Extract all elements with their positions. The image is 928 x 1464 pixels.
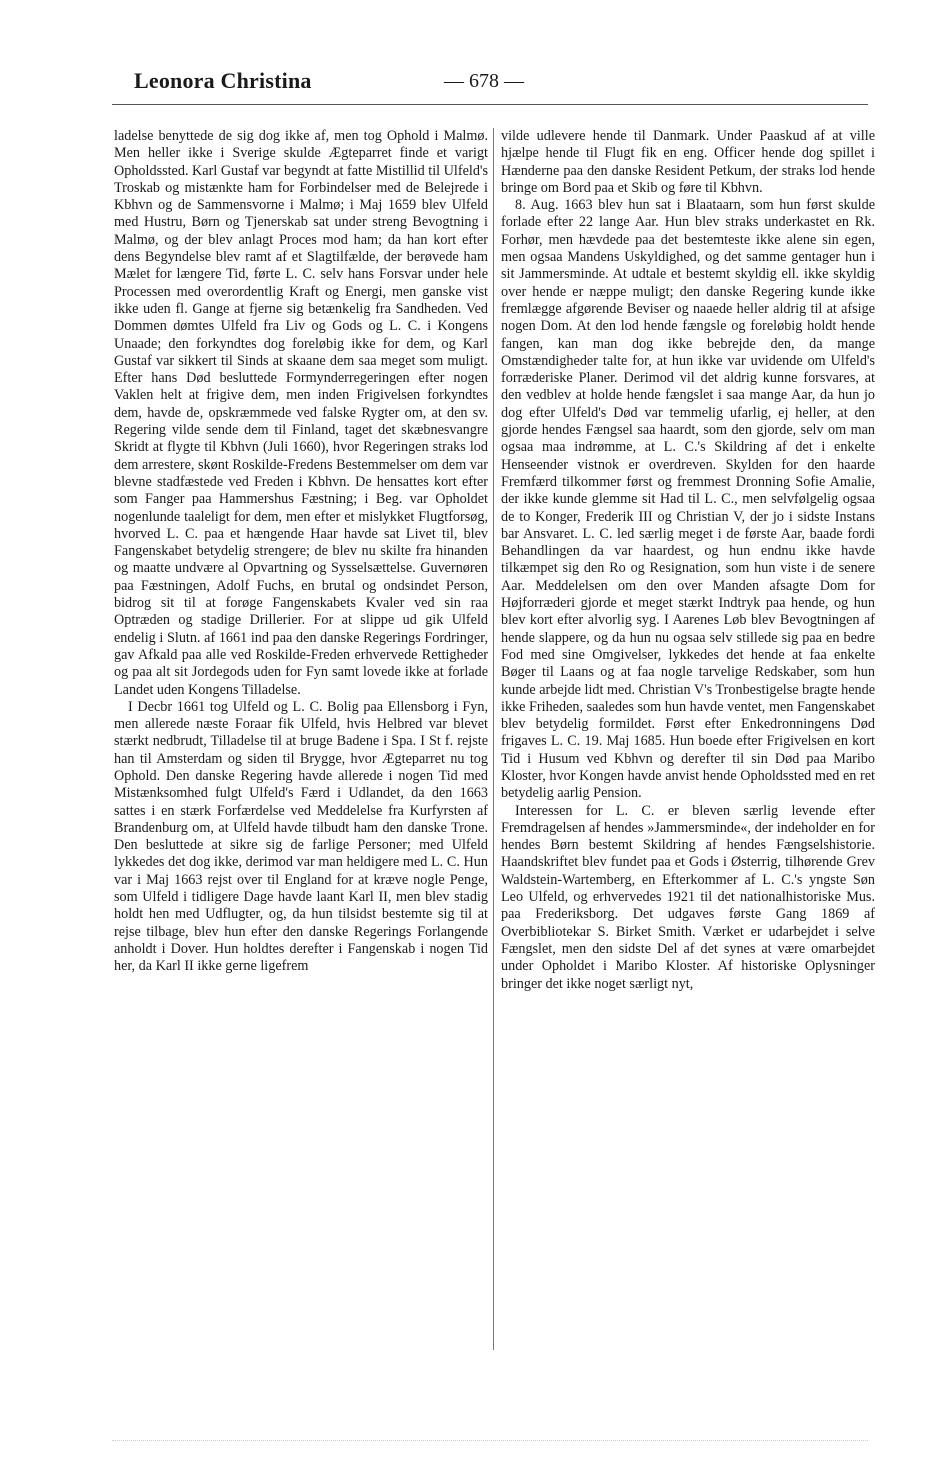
page-number: — 678 —	[444, 70, 524, 92]
running-title: Leonora Christina	[134, 68, 312, 93]
paragraph: Interessen for L. C. er bleven særlig levende efter Fremdragelsen af hendes »Jammersminde«, der indeholder en for hendes Børn bestemt Skildring af hendes Fængselshistorie. Haandskriftet blev fundet paa et Gods i Østerrig, tilhørende Grev Waldstein-Wartemberg, en Efterkommer af L. C.'s yngste Søn Leo Ulfeld, og erhvervedes 1921 til det nationalhistoriske Mus. paa Frederiksborg. Det udgaves første Gang 1869 af Overbibliotekar S. Birket Smith. Værket er udarbejdet i selve Fængslet, men den sidste Del af det synes at være omarbejdet under Opholdet i Maribo Kloster. Af historiske Oplysninger bringer det ikke noget særligt nyt,	[501, 802, 875, 992]
left-column	[114, 128, 488, 976]
paragraph: vilde udlevere hende til Danmark. Under Paaskud af at ville hjælpe hende til Flugt fik en eng. Officer hende dog spillet i Hænderne paa den danske Resident Petkum, der straks lod hende bringe om Bord paa et Skib og føre til Kbhvn.	[501, 128, 875, 196]
paragraph: 8. Aug. 1663 blev hun sat i Blaataarn, som hun først skulde forlade efter 22 lange Aar. Hun blev straks underkastet en Rk. Forhør, men hævdede paa det bestemteste ikke alene sin egen, men ogsaa Mandens Uskyldighed, og det samme gentager hun i sit Jammersminde. At udtale et bestemt skyldig ell. ikke skyldig over hende er næppe muligt; den danske Regering kunde ikke fremlægge afgørende Beviser og naaede heller aldrig til at afsige nogen Dom. At den lod hende fængsle og foreløbig holdt hende fangen, kan man dog ikke bebrejde den, da mange Omstændigheder talte for, at hun ikke var uvidende om Ulfeld's forræderiske Planer. Derimod vil det aldrig kunne forsvares, at den vedblev at holde hende fængslet i saa mange Aar, da hun jo dog efter Ulfeld's Død var temmelig ufarlig, ej heller, at den gjorde hendes Fængsel saa haardt, som den gjorde, selv om man ogsaa maa indrømme, at L. C.'s Skildring af det i enkelte Henseender vistnok er overdreven. Skylden for den haarde Fremfærd tilkommer først og fremmest Dronning Sofie Amalie, der ikke kunde glemme sit Had til L. C., men selvfølgelig ogsaa de to Konger, Frederik III og Christian V, der jo i sidste Instans bar Ansvaret. L. C. led særlig meget i de første Aar, baade fordi Behandlingen da var haardest, og hun endnu ikke havde tilkæmpet sig den Ro og Resignation, som hun viste i de senere Aar. Meddelelsen om den over Manden afsagte Dom for Højforræderi gjorde et meget stærkt Indtryk paa hende, og hun blev kort efter alvorlig syg. I Aarenes Løb blev Bevogtningen af hende slappere, og da hun nu ogsaa selv stillede sig paa en bedre Fod med sine Omgivelser, lykkedes det hende at faa enkelte Bøger til Laans og at faa nogle tarvelige Redskaber, som hun kunde arbejde lidt med. Christian V's Tronbestigelse bragte hende ikke Friheden, saaledes som hun havde ventet, men Fangenskabet blev betydelig formildet. Først efter Enkedronningens Død frigaves L. C. 19. Maj 1685. Hun boede efter Frigivelsen en kort Tid i Husum ved Kbhvn og derefter til sin Død paa Maribo Kloster, hvor Kongen havde anvist hende Opholdssted med en ret betydelig aarlig Pension.	[501, 197, 875, 802]
column-divider	[493, 128, 494, 1350]
footer-rule	[112, 1440, 868, 1441]
page-header	[0, 68, 928, 102]
paragraph: I Decbr 1661 tog Ulfeld og L. C. Bolig paa Ellensborg i Fyn, men allerede næste Foraar fik Ulfeld, hvis Helbred var blevet stærkt nedbrudt, Tilladelse til at bruge Badene i Spa. I St f. rejste han til Amsterdam og siden til Brygge, hvor Ægteparret nu tog Ophold. Den danske Regering havde allerede i nogen Tid med Mistænksomhed fulgt Ulfeld's Færd i Udlandet, da den 1663 sattes i en stærk Forfærdelse ved Meddelelse fra Kurfyrsten af Brandenburg om, at Ulfeld havde tilbudt ham den danske Trone. Den besluttede at sikre sig de farlige Personer; med Ulfeld lykkedes det dog ikke, derimod var man heldigere med L. C. Hun var i Maj 1663 rejst over til England for at kræve nogle Penge, som Ulfeld i tidligere Dage havde laant Karl II, men blev stadig holdt hen med Udflugter, og, da hun tilsidst bestemte sig til at rejse tilbage, blev hun efter den danske Regerings Forlangende anholdt i Dover. Hun holdtes derefter i Fangenskab i nogen Tid her, da Karl II ikke gerne ligefrem	[114, 698, 488, 975]
right-column	[501, 128, 875, 993]
header-rule	[112, 104, 868, 105]
paragraph: ladelse benyttede de sig dog ikke af, men tog Ophold i Malmø. Men heller ikke i Sverige skulde Ægteparret finde et varigt Opholdssted. Karl Gustaf var begyndt at fatte Mistillid til Ulfeld's Troskab og mistænkte ham for Forbindelser med de Belejrede i Kbhvn og de Sammensvorne i Malmø; i Maj 1659 blev Ulfeld med Hustru, Børn og Tjenerskab sat under streng Bevogtning i Malmø, og der blev anlagt Proces mod ham; da han kort efter dens Begyndelse blev ramt af et Slagtilfælde, der berøvede ham Mælet for længere Tid, førte L. C. selv hans Forsvar under hele Processen med overordentlig Kraft og Energi, men ganske vist ikke uden fl. Gange at fjerne sig betænkelig fra Sandheden. Ved Dommen dømtes Ulfeld fra Liv og Gods og L. C. i Kongens Unaade; den forkyndtes dog foreløbig ikke for dem, og Karl Gustaf var sikkert til Sinds at skaane dem saa meget som muligt. Efter hans Død besluttede Formynderregeringen efter nogen Vaklen helt at frigive dem, men inden Frigivelsen forkyndtes dem, havde de, opskræmmede ved falske Rygter om, at den sv. Regering vilde sende dem til Finland, taget det skæbnesvangre Skridt at flygte til Kbhvn (Juli 1660), hvor Regeringen straks lod dem arrestere, skønt Roskilde-Fredens Bestemmelser om dem var blevne stadfæstede ved Freden i Kbhvn. De hensattes kort efter som Fanger paa Hammershus Fæstning; i Beg. var Opholdet nogenlunde taaleligt for dem, men efter et mislykket Flugtforsøg, hvorved L. C. paa et hængende Haar havde sat Livet til, blev Fangenskabet betydelig strengere; de blev nu skilte fra hinanden og maatte undvære al Opvartning og Sysselsættelse. Guvernøren paa Fæstningen, Adolf Fuchs, en brutal og ondsindet Person, bidrog sit til at forøge Fangenskabets Kvaler ved sin raa Optræden og stadige Drillerier. For at slippe ud gik Ulfeld endelig i Slutn. af 1661 ind paa den danske Regerings Fordringer, gav Afkald paa alle ved Roskilde-Freden erhvervede Rettigheder og paa alt sit Jordegods uden for Fyn samt lovede ikke at forlade Landet uden Kongens Tilladelse.	[114, 128, 488, 698]
